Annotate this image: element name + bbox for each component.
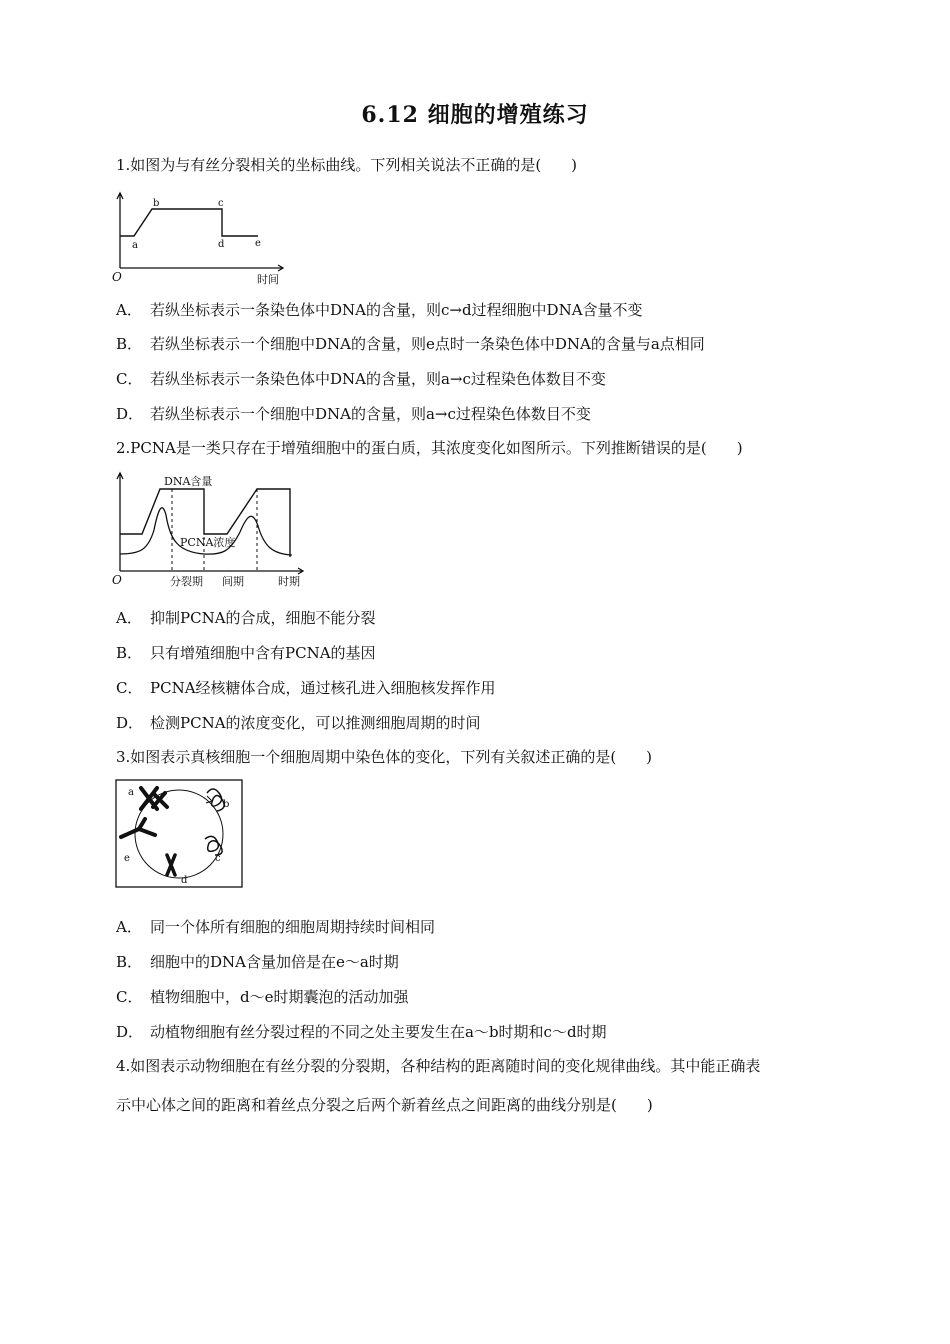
q3-chromosome-d [167, 855, 175, 875]
q1-option-a-letter: A． [116, 301, 142, 319]
q2-option-b-letter: B． [116, 644, 143, 662]
q1-point-d: d [218, 239, 225, 250]
q2-option-a-text: 抑制PCNA的合成，细胞不能分裂 [150, 609, 376, 627]
q1-origin: O [112, 270, 122, 284]
q1-option-a-text: 若纵坐标表示一条染色体中DNA的含量，则c→d过程细胞中DNA含量不变 [150, 301, 643, 319]
q2-option-b-text: 只有增殖细胞中含有PCNA的基因 [150, 644, 376, 662]
q3-chromosome-e [121, 819, 155, 837]
q1-option-d-text: 若纵坐标表示一个细胞中DNA的含量，则a→c过程染色体数目不变 [150, 405, 591, 423]
q2-option-c-text: PCNA经核糖体合成，通过核孔进入细胞核发挥作用 [150, 679, 496, 697]
q1-point-c: c [218, 198, 224, 209]
q2-dashed-lines [172, 489, 257, 571]
q2-option-a [116, 608, 836, 628]
q3-option-d [116, 1022, 836, 1042]
question-3-figure [115, 779, 243, 889]
q3-label-c: c [215, 853, 221, 864]
q1-axes [117, 193, 283, 271]
q2-axes [117, 473, 303, 574]
question-1-figure [112, 190, 292, 285]
q2-option-d-letter: D． [116, 714, 144, 732]
q1-option-c-letter: C． [116, 370, 143, 388]
q1-option-b-letter: B． [116, 335, 143, 353]
q3-option-c-letter: C． [116, 988, 143, 1006]
q1-option-b-text: 若纵坐标表示一个细胞中DNA的含量，则e点时一条染色体中DNA的含量与a点相同 [150, 335, 705, 353]
q2-phase-interphase: 间期 [222, 575, 244, 588]
q1-point-b: b [153, 198, 160, 209]
q2-option-c-letter: C． [116, 679, 143, 697]
q1-option-c [116, 369, 836, 389]
q1-point-e: e [255, 238, 261, 249]
q3-label-b: b [223, 799, 230, 810]
q3-chromatin-b [207, 789, 224, 811]
q3-option-d-letter: D． [116, 1023, 144, 1041]
q2-phase-division: 分裂期 [170, 575, 203, 588]
q2-option-b [116, 643, 836, 663]
q1-option-d-letter: D． [116, 405, 144, 423]
q3-option-b-letter: B． [116, 953, 143, 971]
question-1-stem: 1.如图为与有丝分裂相关的坐标曲线。下列相关说法不正确的是( ) [116, 156, 578, 174]
q3-option-c [116, 987, 836, 1007]
q2-origin: O [112, 573, 122, 587]
q2-option-d-text: 检测PCNA的浓度变化，可以推测细胞周期的时间 [150, 714, 481, 732]
q3-option-c-text: 植物细胞中，d～e时期囊泡的活动加强 [150, 988, 409, 1006]
q3-option-a-text: 同一个体所有细胞的细胞周期持续时间相同 [150, 918, 436, 936]
q1-option-b [116, 334, 836, 354]
q1-point-a: a [132, 240, 138, 251]
q2-dna-label: DNA含量 [164, 475, 213, 488]
question-4-stem-line-1: 4.如图表示动物细胞在有丝分裂的分裂期，各种结构的距离随时间的变化规律曲线。其中能正确表 [116, 1057, 761, 1075]
q1-option-a [116, 300, 836, 320]
q2-option-a-letter: A． [116, 609, 142, 627]
q3-chromosome-a [141, 788, 167, 809]
q3-option-d-text: 动植物细胞有丝分裂过程的不同之处主要发生在a～b时期和c～d时期 [150, 1023, 607, 1041]
q1-curve [120, 209, 258, 236]
q3-label-a: a [128, 787, 134, 798]
question-4-stem-line-2: 示中心体之间的距离和着丝点分裂之后两个新着丝点之间距离的曲线分别是( ) [116, 1096, 653, 1114]
page-title: 6.12 细胞的增殖练习 [361, 102, 589, 128]
question-2-figure [112, 470, 312, 590]
q3-option-b-text: 细胞中的DNA含量加倍是在e～a时期 [150, 953, 399, 971]
q2-pcna-label: PCNA浓度 [180, 536, 236, 549]
q3-label-d: d [181, 875, 188, 886]
q2-option-c [116, 678, 836, 698]
q1-option-c-text: 若纵坐标表示一条染色体中DNA的含量，则a→c过程染色体数目不变 [150, 370, 606, 388]
q2-x-label: 时期 [278, 575, 300, 588]
q3-option-a [116, 917, 836, 937]
q3-option-b [116, 952, 836, 972]
q1-x-label: 时间 [257, 273, 279, 285]
q1-option-d [116, 404, 836, 424]
q2-option-d [116, 713, 836, 733]
q3-option-a-letter: A． [116, 918, 142, 936]
q3-label-e: e [124, 853, 130, 864]
question-2-stem: 2.PCNA是一类只存在于增殖细胞中的蛋白质，其浓度变化如图所示。下列推断错误的是( ) [116, 439, 743, 457]
question-3-stem: 3.如图表示真核细胞一个细胞周期中染色体的变化，下列有关叙述正确的是( ) [116, 748, 653, 766]
